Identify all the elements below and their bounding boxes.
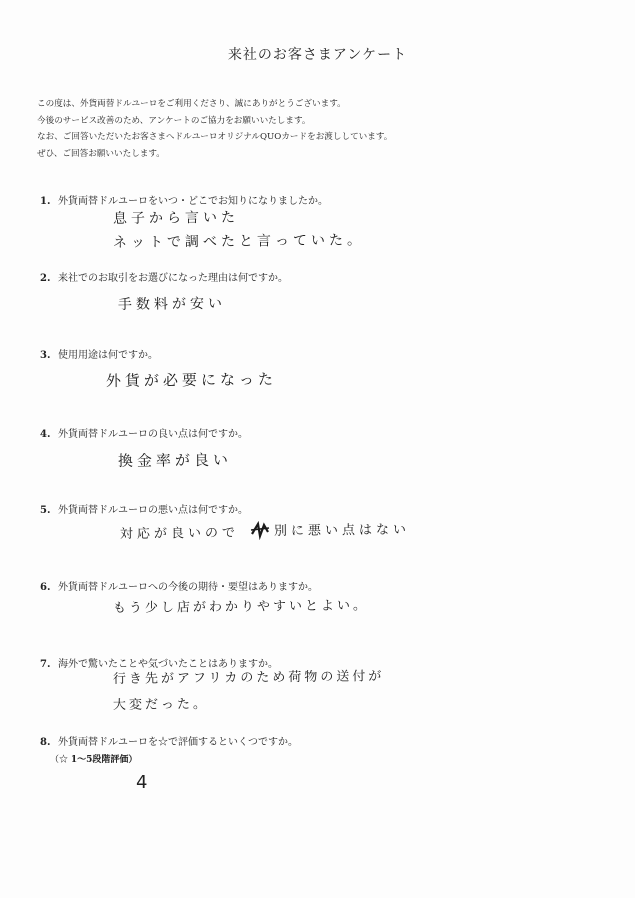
scale-prefix: （☆ [50, 755, 69, 765]
scale-range: 1～5 [70, 755, 93, 765]
rating-scale-note [50, 752, 137, 765]
answer-3: 外貨が必要になった [105, 370, 278, 390]
scale-suffix: 段階評価） [92, 755, 138, 765]
question-text: 外貨両替ドルユーロを☆で評価するといくつですか。 [58, 737, 298, 748]
question-number: 8. [40, 737, 51, 748]
crossed-out-scribble-icon [250, 520, 270, 540]
question-text: 来社でのお取引をお選びになった理由は何ですか。 [58, 273, 288, 284]
question-1 [40, 192, 328, 207]
question-text: 外貨両替ドルユーロをいつ・どこでお知りになりましたか。 [58, 196, 328, 207]
answer-1-line-1: 息子から言いた [112, 209, 240, 227]
answer-4: 換金率が良い [117, 450, 233, 470]
question-6 [40, 578, 318, 593]
question-number: 4. [40, 429, 51, 440]
answer-5-part-1: 対応が良いので [119, 525, 240, 542]
question-2 [40, 269, 288, 284]
question-3 [40, 346, 158, 361]
answer-7-line-2: 大変だった。 [112, 696, 210, 713]
question-text: 外貨両替ドルユーロの悪い点は何ですか。 [58, 505, 248, 516]
answer-2: 手数料が安い [117, 295, 227, 313]
answer-6: もう少し店がわかりやすいとよい。 [112, 598, 370, 616]
question-number: 2. [40, 273, 51, 284]
question-4 [40, 425, 248, 440]
question-text: 外貨両替ドルユーロへの今後の期待・要望はありますか。 [58, 582, 318, 593]
answer-1-line-2: ネットで調べたと言っていた。 [112, 232, 366, 251]
page-title: 来社のお客さまアンケート [227, 47, 408, 63]
question-number: 3. [40, 350, 51, 361]
intro-text [37, 96, 392, 162]
question-number: 1. [40, 196, 51, 207]
question-5 [40, 501, 248, 516]
question-text: 海外で驚いたことや気づいたことはありますか。 [58, 659, 278, 670]
answer-5-part-2: 別に悪い点はない [273, 522, 411, 539]
intro-line: 今後のサービス改善のため、アンケートのご協力をお願いいたします。 [37, 115, 311, 126]
question-text: 外貨両替ドルユーロの良い点は何ですか。 [58, 429, 248, 440]
intro-line: なお、ご回答いただいたお客さまへドルユーロオリジナルQUOカードをお渡ししています。 [37, 132, 393, 142]
intro-line: ぜひ、ご回答お願いいたします。 [37, 148, 165, 159]
answer-7-line-1: 行き先がアフリカのため荷物の送付が [112, 669, 385, 687]
question-number: 6. [40, 582, 51, 593]
question-number: 7. [40, 659, 51, 670]
rating-answer: 4 [136, 772, 148, 793]
question-number: 5. [40, 505, 51, 516]
intro-line: この度は、外貨両替ドルユーロをご利用くださり、誠にありがとうございます。 [37, 99, 346, 109]
question-8 [40, 733, 298, 748]
question-text: 使用用途は何ですか。 [58, 350, 158, 361]
